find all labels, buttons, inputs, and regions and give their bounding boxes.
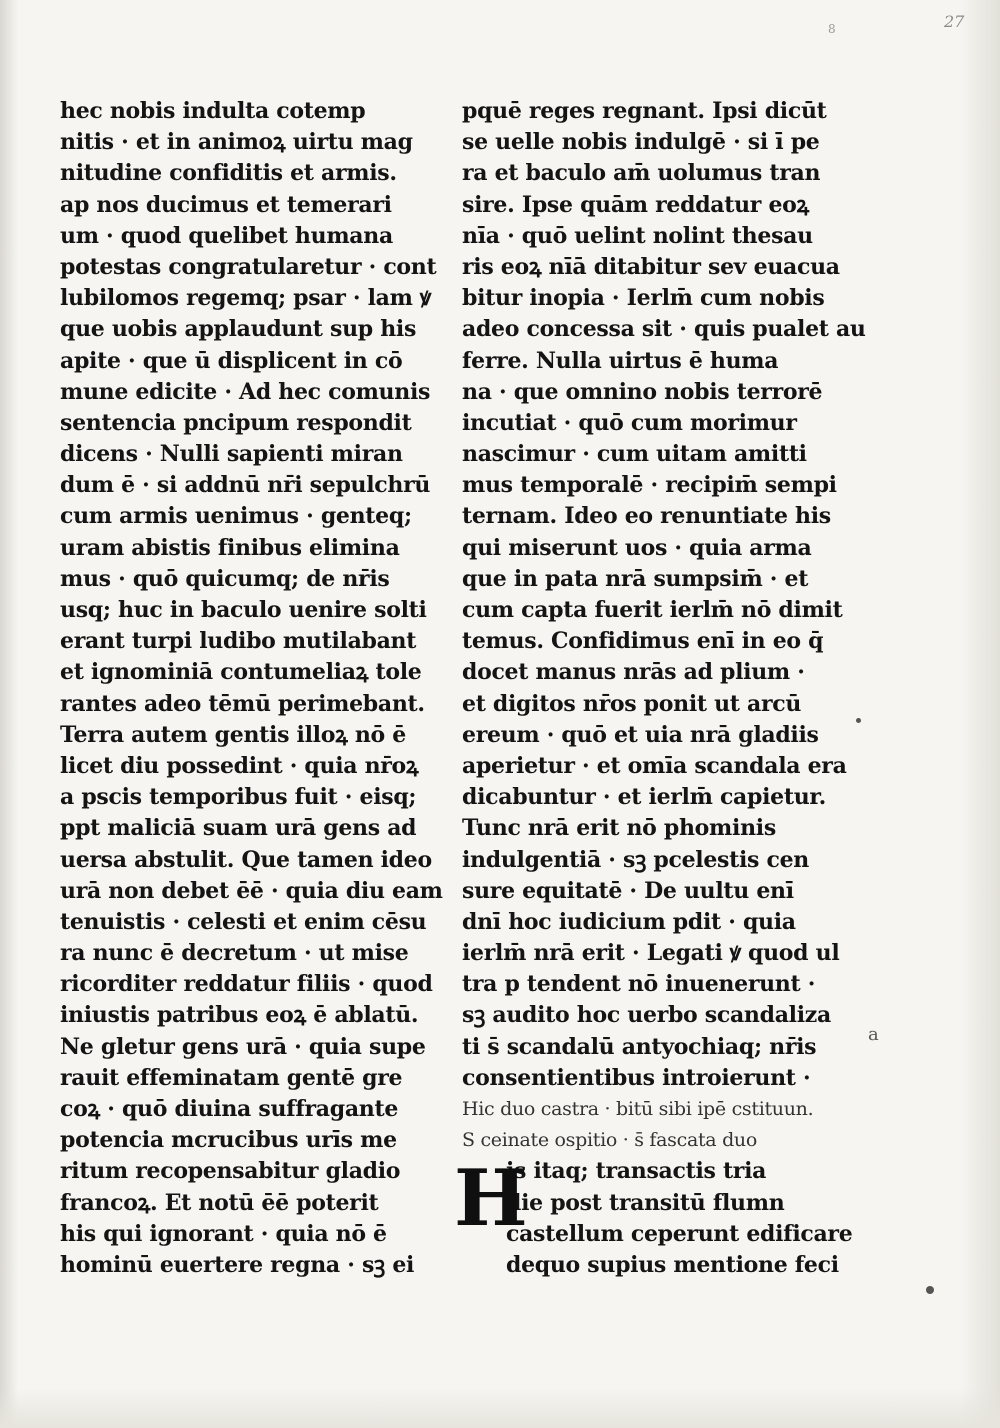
text-line: mus · quō quicumq; de nr̄is	[60, 565, 390, 592]
text-line: que in pata nrā sumpsim̄ · et	[462, 565, 809, 592]
text-line: S ceinate ospitio · s̄ fascata duo	[462, 1129, 758, 1152]
text-line: ereum · quō et uia nrā gladiis	[462, 721, 819, 748]
text-line: na · que omnino nobis terrorē	[462, 378, 823, 405]
text-line: ra et baculo am̄ uolumus tran	[462, 160, 821, 187]
text-line: et digitos nr̄os ponit ut arcū	[462, 690, 802, 717]
text-line: potestas congratularetur · cont	[60, 253, 437, 280]
page-shadow-bottom	[0, 1388, 1000, 1428]
text-line: lubilomos regemq; psar · lam ꝟ	[60, 285, 431, 312]
text-line: tra p tendent nō inuenerunt ·	[462, 971, 816, 998]
text-line: erant turpi ludibo mutilabant	[60, 628, 417, 655]
text-line: hominū euertere regna · sꝫ ei	[60, 1251, 415, 1278]
page-shadow-left	[0, 0, 18, 1428]
text-line: sire. Ipse quām reddatur eoꝝ	[462, 191, 809, 218]
text-line: francoꝝ. Et notū ēē poterit	[60, 1189, 379, 1216]
text-line: dicabuntur · et ierlm̄ capietur.	[462, 784, 827, 811]
text-line: uersa abstulit. Que tamen ideo	[60, 846, 432, 873]
text-line: Hic duo castra · bitū sibi ipē cstituun.	[462, 1098, 814, 1120]
text-line: qui miserunt uos · quia arma	[462, 534, 812, 561]
text-line: ti s̄ scandalū antyochiaq; nr̄is	[462, 1033, 817, 1060]
text-line: sꝫ audito hoc uerbo scandaliza	[462, 1002, 831, 1029]
text-line: mune edicite · Ad hec comunis	[60, 378, 431, 405]
text-line: que uobis applaudunt sup his	[60, 316, 417, 343]
text-line: die post transitū flumn	[506, 1189, 785, 1216]
text-line: nīa · quō uelint nolint thesau	[462, 222, 813, 249]
text-line: mus temporalē · recipim̄ sempi	[462, 472, 837, 499]
text-line: Tunc nrā erit nō phominis	[462, 815, 776, 842]
text-line: usq; huc in baculo uenire solti	[60, 597, 427, 623]
text-line: indulgentiā · sꝫ pcelestis cen	[462, 846, 809, 873]
text-line: temus. Confidimus enī in eo q̄	[462, 628, 824, 655]
text-line: nitudine confiditis et armis.	[60, 160, 397, 187]
text-line: sure equitatē · De uultu enī	[462, 877, 794, 904]
text-line: castellum ceperunt edificare	[506, 1220, 853, 1247]
text-line: et ignominiā contumeliaꝝ tole	[60, 659, 422, 686]
text-line: ra nunc ē decretum · ut mise	[60, 940, 409, 967]
text-line: rantes adeo tēmū perimebant.	[60, 690, 425, 717]
text-line: ricorditer reddatur filiis · quod	[60, 971, 433, 998]
text-line: his qui ignorant · quia nō ē	[60, 1220, 387, 1247]
text-line: rauit effeminatam gentē gre	[60, 1064, 403, 1091]
page-shadow-right	[960, 0, 1000, 1428]
text-line: ferre. Nulla uirtus ē huma	[462, 347, 779, 374]
text-line: docet manus nrās ad plium ·	[462, 659, 805, 686]
text-line-content: is itaq; transactis tria	[506, 1158, 767, 1185]
text-line: apite · que ū displicent in cō	[60, 347, 403, 374]
ink-spot	[856, 718, 861, 723]
text-line: coꝝ · quō diuina suffragante	[60, 1096, 399, 1122]
text-line: hec nobis indulta cotemp	[60, 98, 366, 124]
text-line: nitis · et in animoꝝ uirtu mag	[60, 129, 413, 156]
text-line: Ne gletur gens urā · quia supe	[60, 1033, 426, 1060]
text-line: bitur inopia · Ierlm̄ cum nobis	[462, 285, 825, 312]
text-line: ppt maliciā suam urā gens ad	[60, 815, 417, 842]
text-line: sentencia pncipum respondit	[60, 409, 412, 436]
text-line: cum capta fuerit ierlm̄ nō dimit	[462, 597, 843, 623]
text-line: consentientibus introierunt ·	[462, 1064, 811, 1091]
text-line: ritum recopensabitur gladio	[60, 1158, 401, 1185]
text-line: potencia mcrucibus urīs me	[60, 1127, 397, 1154]
right-text-column	[454, 96, 866, 1281]
text-line: a pscis temporibus fuit · eisq;	[60, 784, 417, 811]
text-line: cum armis uenimus · genteq;	[60, 503, 412, 530]
text-line: uram abistis finibus elimina	[60, 534, 400, 561]
decorated-initial: H	[454, 1153, 528, 1245]
text-line: adeo concessa sit · quis pualet au	[462, 316, 866, 343]
text-line: dequo supius mentione feci	[506, 1251, 839, 1278]
text-line: urā non debet ēē · quia diu eam	[60, 877, 443, 904]
pencil-mark: 8	[828, 22, 836, 36]
text-line: dicens · Nulli sapienti miran	[60, 441, 403, 468]
text-line: nascimur · cum uitam amitti	[462, 441, 807, 468]
left-text-column	[60, 96, 443, 1281]
text-line: dum ē · si addnū nr̄i sepulchrū	[60, 472, 431, 499]
text-line: um · quod quelibet humana	[60, 222, 393, 249]
text-line: tenuistis · celesti et enim cēsu	[60, 908, 427, 935]
text-line: ap nos ducimus et temerari	[60, 191, 392, 218]
text-line: Terra autem gentis illoꝝ nō ē	[60, 721, 406, 748]
text-line: aperietur · et omīa scandala era	[462, 752, 847, 779]
ink-spot	[926, 1286, 934, 1294]
text-line: dnī hoc iudicium pdit · quia	[462, 908, 796, 935]
text-line: incutiat · quō cum morimur	[462, 409, 797, 436]
text-line: ierlm̄ nrā erit · Legati ꝟ quod ul	[462, 940, 840, 967]
text-line: pquē reges regnant. Ipsi dicūt	[462, 98, 827, 124]
text-line: licet diu possedint · quia nr̄oꝝ	[60, 752, 419, 779]
text-line: ris eoꝝ nīā ditabitur sev euacua	[462, 253, 840, 280]
text-line: se uelle nobis indulgē · si ī pe	[462, 129, 820, 156]
text-line: ternam. Ideo eo renuntiate his	[462, 503, 831, 530]
text-line: iniustis patribus eoꝝ ē ablatū.	[60, 1002, 419, 1029]
caret-mark: a	[868, 1024, 879, 1045]
folio-number: 27	[944, 12, 965, 31]
